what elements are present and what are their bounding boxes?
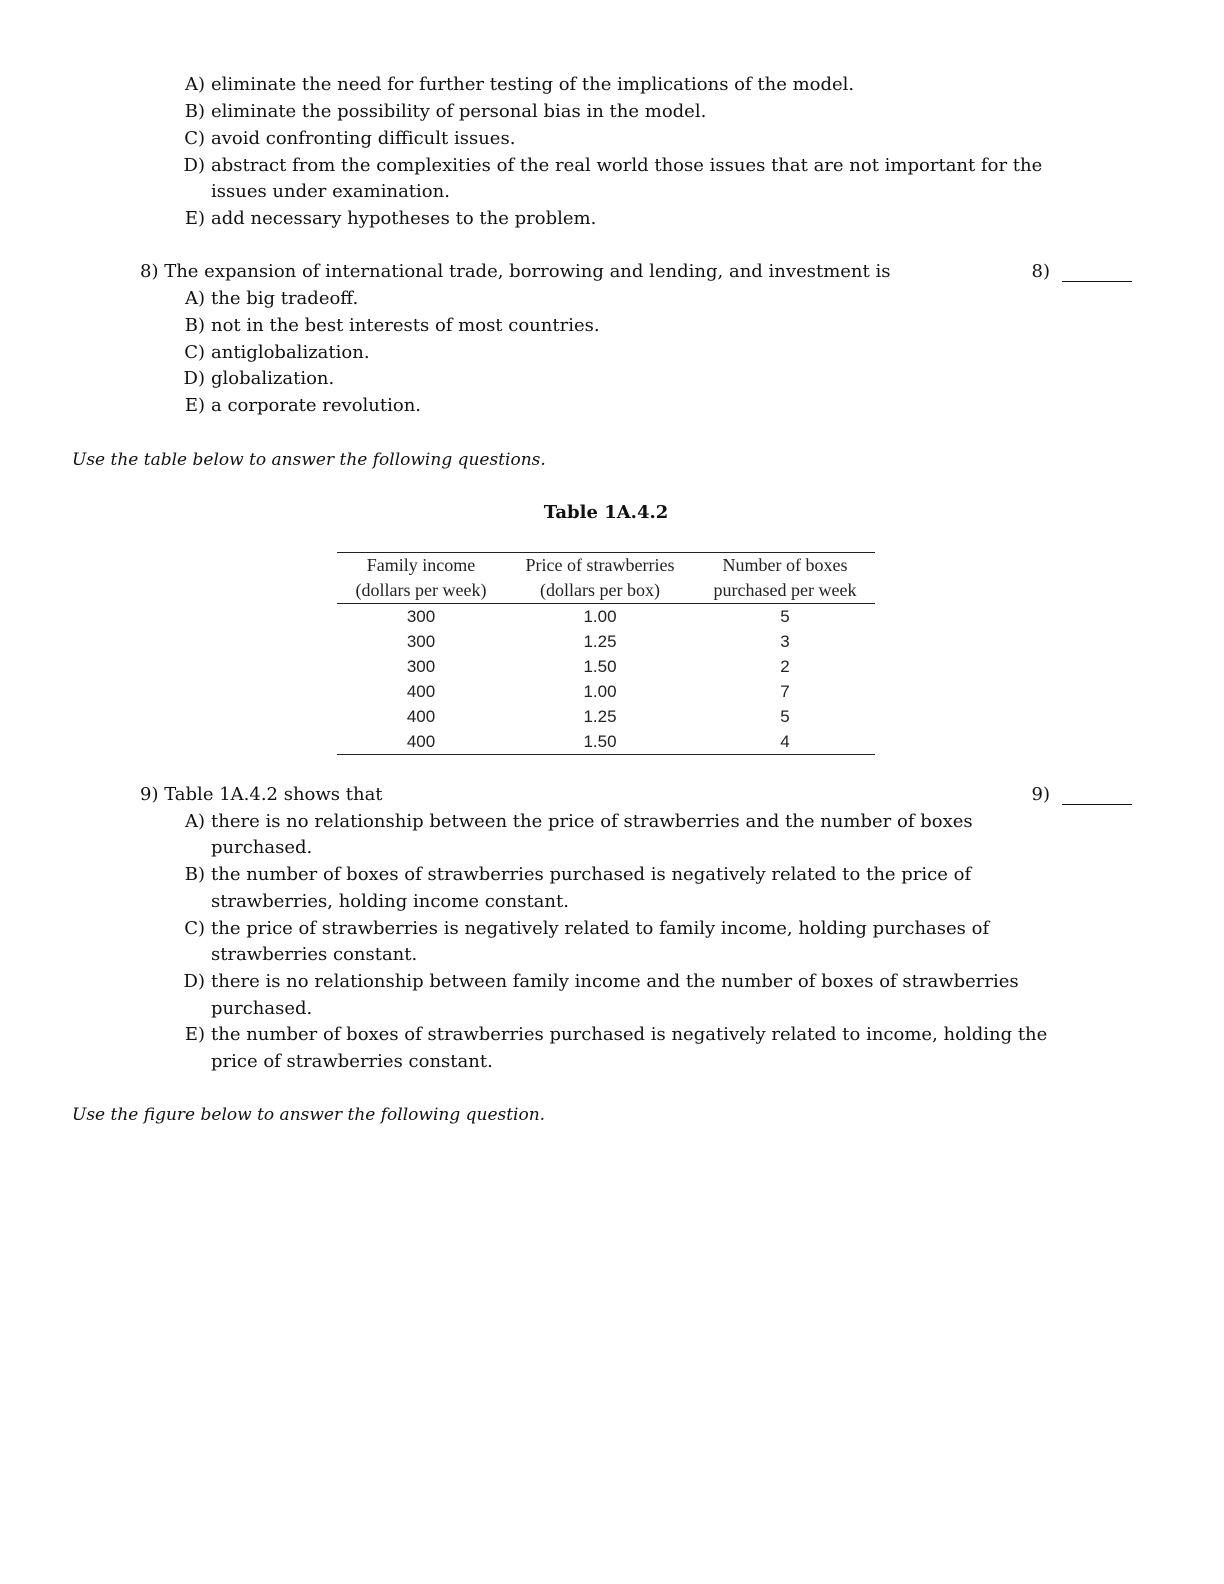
table-header-row-2 <box>337 578 875 604</box>
q9-option-c-letter: C) <box>184 918 205 939</box>
q8-option-e-letter: E) <box>184 395 205 416</box>
cell-boxes: 2 <box>780 657 790 676</box>
table-row <box>337 679 875 704</box>
q7-option-e-text: add necessary hypotheses to the problem. <box>211 208 597 229</box>
cell-income: 400 <box>337 729 505 755</box>
header-family-income-unit: (dollars per week) <box>337 578 505 604</box>
q7-option-d-text-line2: issues under examination. <box>211 181 450 202</box>
q7-option-b-text: eliminate the possibility of personal bias in the model. <box>211 101 707 122</box>
q8-answer-blank[interactable] <box>1062 281 1132 282</box>
q9-option-e-text-line1: the number of boxes of strawberries purchased is negatively related to income, holding the <box>211 1024 1048 1045</box>
q7-option-e-letter: E) <box>184 208 205 229</box>
q9-option-b-letter: B) <box>184 864 205 885</box>
q8-option-c-letter: C) <box>184 342 205 363</box>
q8-answer-number: 8) <box>1031 261 1050 282</box>
table-instruction: Use the table below to answer the following questions. <box>72 450 546 470</box>
q9-option-d-text-line1: there is no relationship between family income and the number of boxes of strawberries <box>211 971 1019 992</box>
cell-boxes: 4 <box>695 729 875 755</box>
cell-price: 1.50 <box>505 729 695 755</box>
cell-price: 1.25 <box>583 707 617 726</box>
cell-boxes: 3 <box>780 632 790 651</box>
q9-option-a-text-line1: there is no relationship between the price of strawberries and the number of boxes <box>211 811 973 832</box>
table-row <box>337 654 875 679</box>
q7-option-d-letter: D) <box>183 155 205 176</box>
q9-option-e-text-line2: price of strawberries constant. <box>211 1051 493 1072</box>
cell-boxes: 5 <box>780 607 790 626</box>
q7-option-b-letter: B) <box>184 101 205 122</box>
q9-answer-blank[interactable] <box>1062 804 1132 805</box>
header-boxes-unit: purchased per week <box>695 578 875 604</box>
q9-option-e-letter: E) <box>184 1024 205 1045</box>
q8-option-d-text: globalization. <box>211 368 335 389</box>
cell-income: 400 <box>406 682 436 701</box>
q7-option-c-text: avoid confronting difficult issues. <box>211 128 516 149</box>
q7-option-c-letter: C) <box>184 128 205 149</box>
header-price-unit: (dollars per box) <box>505 578 695 604</box>
strawberry-table <box>337 552 875 755</box>
cell-income: 300 <box>406 607 436 626</box>
cell-income: 300 <box>406 657 436 676</box>
q8-option-c-text: antiglobalization. <box>211 342 370 363</box>
cell-price: 1.25 <box>583 632 617 651</box>
q8-stem: 8) The expansion of international trade, borrowing and lending, and investment is <box>140 261 891 282</box>
q7-option-a-letter: A) <box>184 74 205 95</box>
cell-income: 400 <box>406 707 436 726</box>
q9-stem: 9) Table 1A.4.2 shows that <box>140 784 383 805</box>
header-price: Price of strawberries <box>505 553 695 579</box>
q9-option-c-text-line2: strawberries constant. <box>211 944 418 965</box>
q8-option-e-text: a corporate revolution. <box>211 395 422 416</box>
table-header-row-1 <box>337 553 875 579</box>
cell-price: 1.50 <box>583 657 617 676</box>
q8-option-a-text: the big tradeoff. <box>211 288 359 309</box>
cell-boxes: 5 <box>780 707 790 726</box>
table-row <box>337 629 875 654</box>
q9-option-c-text-line1: the price of strawberries is negatively related to family income, holding purchases of <box>211 918 990 939</box>
figure-instruction: Use the figure below to answer the following question. <box>72 1105 546 1125</box>
header-family-income: Family income <box>337 553 505 579</box>
q7-option-a-text: eliminate the need for further testing of the implications of the model. <box>211 74 855 95</box>
cell-price: 1.00 <box>583 607 617 626</box>
table-row <box>337 729 875 755</box>
q9-option-d-text-line2: purchased. <box>211 998 313 1019</box>
q8-option-a-letter: A) <box>184 288 205 309</box>
cell-boxes: 7 <box>780 682 790 701</box>
q8-option-d-letter: D) <box>183 368 205 389</box>
q9-option-a-letter: A) <box>184 811 205 832</box>
cell-price: 1.00 <box>583 682 617 701</box>
q9-option-d-letter: D) <box>183 971 205 992</box>
cell-income: 300 <box>406 632 436 651</box>
q7-option-d-text-line1: abstract from the complexities of the real world those issues that are not important for the <box>211 155 1043 176</box>
q9-option-b-text-line2: strawberries, holding income constant. <box>211 891 569 912</box>
table-row <box>337 704 875 729</box>
header-boxes: Number of boxes <box>695 553 875 579</box>
q8-option-b-letter: B) <box>184 315 205 336</box>
table-title: Table 1A.4.2 <box>543 502 669 523</box>
q9-answer-number: 9) <box>1031 784 1050 805</box>
q9-option-a-text-line2: purchased. <box>211 837 313 858</box>
q8-option-b-text: not in the best interests of most countries. <box>211 315 600 336</box>
table-row <box>337 604 875 630</box>
q9-option-b-text-line1: the number of boxes of strawberries purchased is negatively related to the price of <box>211 864 972 885</box>
